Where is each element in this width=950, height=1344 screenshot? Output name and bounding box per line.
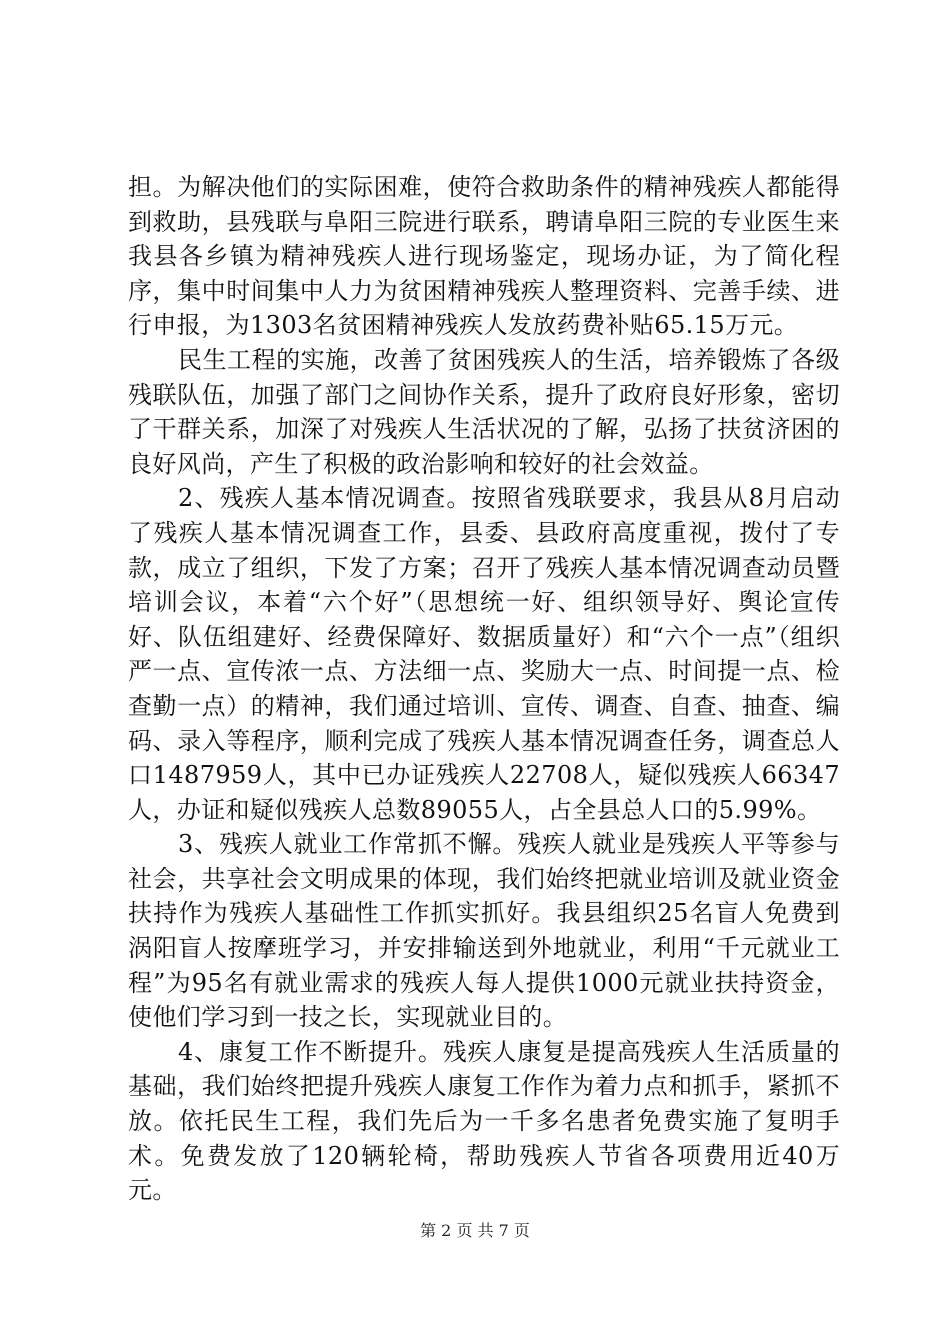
document-body	[128, 170, 840, 1208]
paragraph-medical-subsidy: 担。为解决他们的实际困难，使符合救助条件的精神残疾人都能得到救助，县残联与阜阳三院进行联系，聘请阜阳三院的专业医生来我县各乡镇为精神残疾人进行现场鉴定，现场办证，为了简化程序，集中时间集中人力为贫困精神残疾人整理资料、完善手续、进行申报，为1303名贫困精神残疾人发放药费补贴65.15万元。	[128, 173, 840, 340]
paragraph-basic-survey: 2、残疾人基本情况调查。按照省残联要求，我县从8月启动了残疾人基本情况调查工作，县委、县政府高度重视，拨付了专款，成立了组织，下发了方案；召开了残疾人基本情况调查动员暨培训会议，本着“六个好”（思想统一好、组织领导好、舆论宣传好、队伍组建好、经费保障好、数据质量好）和“六个一点”（组织严一点、宣传浓一点、方法细一点、奖励大一点、时间提一点、检查勤一点）的精神，我们通过培训、宣传、调查、自查、抽查、编码、录入等程序，顺利完成了残疾人基本情况调查任务，调查总人口1487959人，其中已办证残疾人22708人，疑似残疾人66347人，办证和疑似残疾人总数89055人，占全县总人口的5.99%。	[128, 484, 840, 824]
paragraph-livelihood-project: 民生工程的实施，改善了贫困残疾人的生活，培养锻炼了各级残联队伍，加强了部门之间协作关系，提升了政府良好形象，密切了干群关系，加深了对残疾人生活状况的了解，弘扬了扶贫济困的良好风尚，产生了积极的政治影响和较好的社会效益。	[128, 345, 840, 478]
paragraph-employment: 3、残疾人就业工作常抓不懈。残疾人就业是残疾人平等参与社会，共享社会文明成果的体现，我们始终把就业培训及就业资金扶持作为残疾人基础性工作抓实抓好。我县组织25名盲人免费到涡阳盲人按摩班学习，并安排输送到外地就业，利用“千元就业工程”为95名有就业需求的残疾人每人提供1000元就业扶持资金，使他们学习到一技之长，实现就业目的。	[128, 830, 840, 1032]
page-number-footer: 第 2 页 共 7 页	[420, 1221, 530, 1240]
paragraph-rehabilitation: 4、康复工作不断提升。残疾人康复是提高残疾人生活质量的基础，我们始终把提升残疾人康复工作作为着力点和抓手，紧抓不放。依托民生工程，我们先后为一千多名患者免费实施了复明手术。免费发放了120辆轮椅，帮助残疾人节省各项费用近40万元。	[128, 1037, 840, 1205]
